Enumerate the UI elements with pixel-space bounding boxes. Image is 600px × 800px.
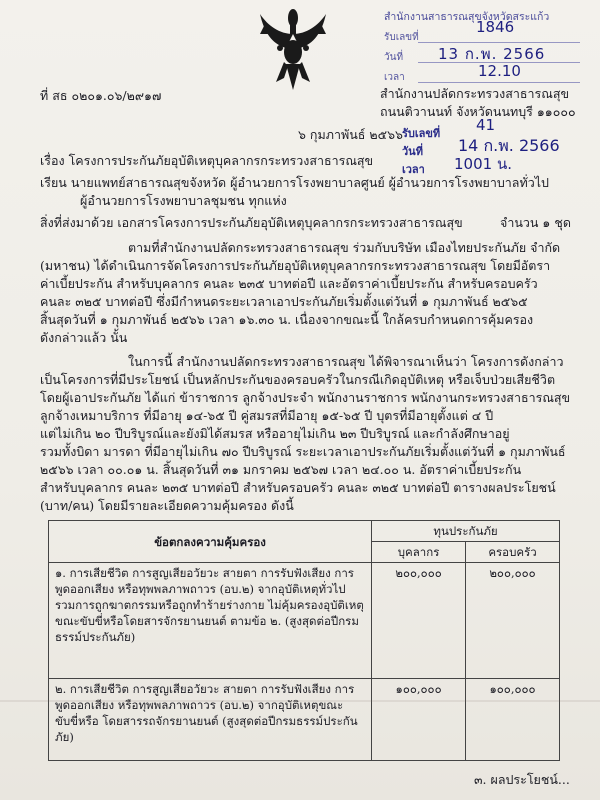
document-number: ที่ สธ ๐๒๐๑.๐๖/๒๙๑๗ [40,88,162,103]
para2-line: ลูกจ้างเหมาบริการ ที่มีอายุ ๑๔-๖๕ ปี คู่สมรสที่มีอายุ ๑๕-๖๕ ปี บุตรที่มีอายุตั้งแต่ ๔ ปี [40,408,494,423]
para2-line: แต่ไม่เกิน ๒๐ ปีบริบูรณ์และยังมิได้สมรส หรืออายุไม่เกิน ๒๓ ปีบริบูรณ์ และกำลังศึกษาอยู่ [40,426,510,441]
para2-line: (บาท/คน) โดยมีรายละเอียดความคุ้มครอง ดังนี้ [40,498,294,513]
stamp-receipt-no: 1846 [476,18,515,36]
table-row [49,679,560,761]
agency-name: สำนักงานปลัดกระทรวงสาธารณสุข [380,86,569,101]
receipt-stamp-mid [398,118,600,178]
stamp-label-receipt: รับเลขที่ [384,32,419,43]
para1-line: (มหาชน) ได้ดำเนินการจัดโครงการประกันภัยอุบัติเหตุบุคลากรกระทรวงสาธารณสุข โดยมีอัตรา [40,258,551,273]
para2-line: ๒๕๖๖ เวลา ๐๐.๐๑ น. สิ้นสุดวันที่ ๓๑ มกราคม ๒๕๖๗ เวลา ๒๔.๐๐ น. อัตราค่าเบี้ยประกัน [40,462,522,477]
col-header-family: ครอบครัว [466,542,560,563]
stamp2-time: 1001 น. [454,155,512,173]
stamp-label-time: เวลา [384,72,405,83]
para2-line: โดยผู้เอาประกันภัย ได้แก่ ข้าราชการ ลูกจ้างประจำ พนักงานราชการ พนักงานกระทรวงสาธารณสุข [40,390,571,405]
stamp-time: 12.10 [478,62,521,80]
enclosure-qty: จำนวน ๑ ชุด [500,215,571,230]
col-header-sum: ทุนประกันภัย [372,521,560,542]
row-staff-amount: ๑๐๐,๐๐๐ [372,679,466,761]
row-family-amount: ๑๐๐,๐๐๐ [466,679,560,761]
enclosure-line: สิ่งที่ส่งมาด้วย เอกสารโครงการประกันภัยอุบัติเหตุบุคลากรกระทรวงสาธารณสุข [40,215,463,230]
coverage-table [48,520,560,761]
row-description: ๑. การเสียชีวิต การสูญเสียอวัยวะ สายตา การรับฟังเสียง การพูดออกเสียง หรือทุพพลภาพถาวร (อบ.๒) จากอุบัติเหตุทั่วไป รวมการถูกฆาตกรรมหรือถูกทำร้ายร่างกาย ไม่คุ้มครองอุบัติเหตุขณะขับขี่หรือโดยสารจักรยานยนต์ ตามข้อ ๒. (สูงสุดต่อปีกรมธรรม์ประกันภัย) [49,563,372,679]
garuda-emblem-icon [258,4,328,92]
receipt-stamp-top [378,4,600,96]
para1-line: ดังกล่าวแล้ว นั้น [40,330,128,345]
stamp-date: 13 ก.พ. 2566 [438,45,546,63]
row-description: ๒. การเสียชีวิต การสูญเสียอวัยวะ สายตา การรับฟังเสียง การพูดออกเสียง หรือทุพพลภาพถาวร (อบ.๒) จากอุบัติเหตุขณะขับขี่หรือ โดยสารรถจักรยานยนต์ (สูงสุดต่อปีกรมธรรม์ประกันภัย) [49,679,372,761]
para2-line: สำหรับบุคลากร คนละ ๒๓๕ บาทต่อปี สำหรับครอบครัว คนละ ๓๒๕ บาทต่อปี ตารางผลประโยชน์ [40,480,556,495]
para1-line: ค่าเบี้ยประกัน สำหรับบุคลากร คนละ ๒๓๕ บาทต่อปี และอัตราค่าเบี้ยประกัน สำหรับครอบครัว [40,276,538,291]
stamp2-label-date: วันที่ [402,145,423,158]
stamp2-receipt-no: 41 [476,116,496,134]
para1-line: คนละ ๓๒๕ บาทต่อปี ซึ่งมีกำหนดระยะเวลาเอาประกันภัยเริ่มตั้งแต่วันที่ ๑ กุมภาพันธ์ ๒๕๖๕ [40,294,528,309]
col-header-staff: บุคลากร [372,542,466,563]
col-header-terms: ข้อตกลงความคุ้มครอง [49,521,372,563]
continued-footer: ๓. ผลประโยชน์... [474,772,570,787]
para1-line: สิ้นสุดวันที่ ๑ กุมภาพันธ์ ๒๕๖๖ เวลา ๑๖.๓๐ น. เนื่องจากขณะนี้ ใกล้ครบกำหนดการคุ้มครอง [40,312,534,327]
stamp2-date: 14 ก.พ. 2566 [458,136,560,155]
document-date: ๖ กุมภาพันธ์ ๒๕๖๖ [298,127,403,142]
recipient-line-1: เรียน นายแพทย์สาธารณสุขจังหวัด ผู้อำนวยการโรงพยาบาลศูนย์ ผู้อำนวยการโรงพยาบาลทั่วไป [40,175,549,190]
para2-line: เป็นโครงการที่มีประโยชน์ เป็นหลักประกันของครอบครัวในกรณีเกิดอุบัติเหตุ หรือเจ็บป่วยเสียชีวิต [40,372,556,387]
stamp-label-date: วันที่ [384,52,404,63]
para2-line: ในการนี้ สำนักงานปลัดกระทรวงสาธารณสุข ได้พิจารณาเห็นว่า โครงการดังกล่าว [128,354,564,369]
stamp2-label-time: เวลา [402,163,425,176]
para2-line: รวมทั้งบิดา มารดา ที่มีอายุไม่เกิน ๗๐ ปีบริบูรณ์ ระยะเวลาเอาประกันภัยเริ่มตั้งแต่วันที่ ๑ กุมภาพันธ์ [40,444,566,459]
subject-line: เรื่อง โครงการประกันภัยอุบัติเหตุบุคลากรกระทรวงสาธารณสุข [40,153,374,168]
agency-address: ถนนติวานนท์ จังหวัดนนทบุรี ๑๑๐๐๐ [380,104,576,119]
row-family-amount: ๒๐๐,๐๐๐ [466,563,560,679]
stamp2-label-receipt: รับเลขที่ [402,127,441,140]
para1-line: ตามที่สำนักงานปลัดกระทรวงสาธารณสุข ร่วมกับบริษัท เมืองไทยประกันภัย จำกัด [128,240,561,255]
stamp-org: สำนักงานสาธารณสุขจังหวัดสระแก้ว [384,11,550,23]
recipient-line-2: ผู้อำนวยการโรงพยาบาลชุมชน ทุกแห่ง [80,193,287,208]
row-staff-amount: ๒๐๐,๐๐๐ [372,563,466,679]
table-row [49,563,560,679]
